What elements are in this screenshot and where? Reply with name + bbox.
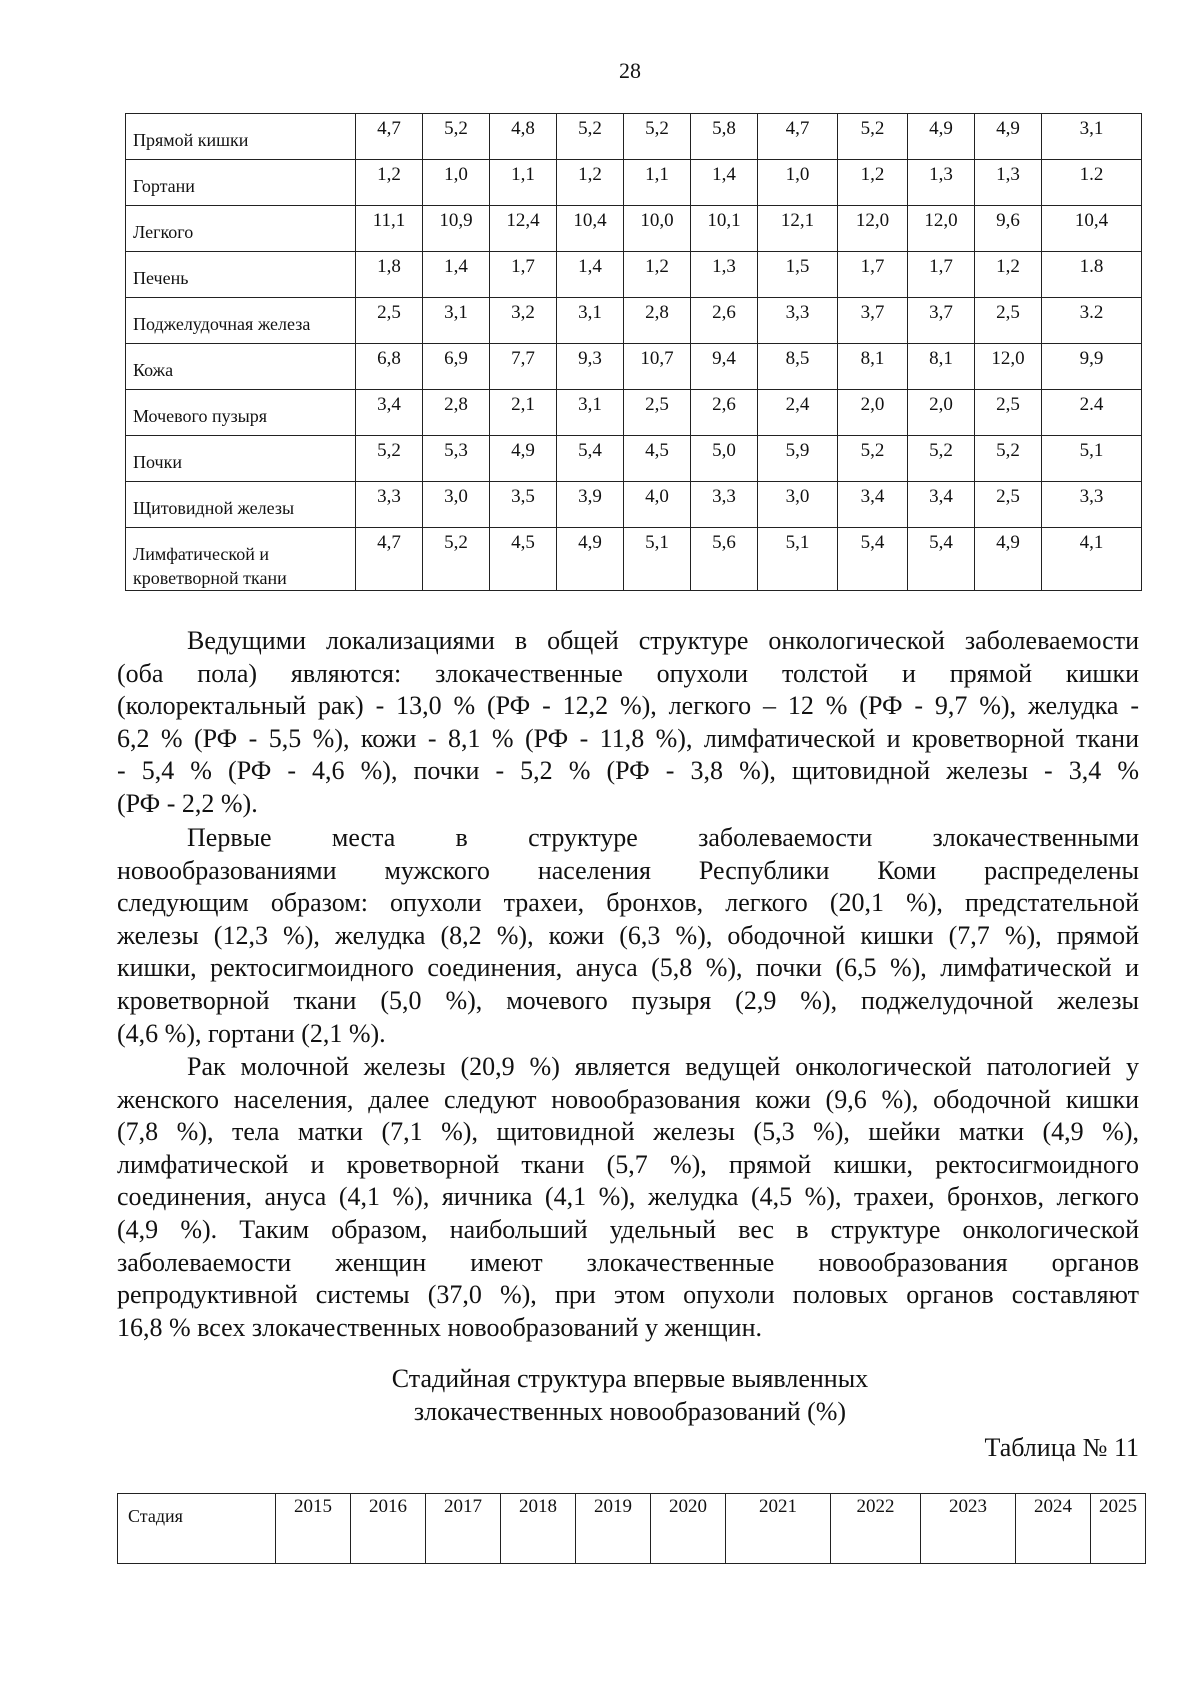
table-row xyxy=(126,528,1142,591)
row-label: Прямой кишки xyxy=(126,114,356,160)
table-number: Таблица № 11 xyxy=(984,1433,1139,1462)
table-row xyxy=(126,160,1142,206)
table-row xyxy=(126,344,1142,390)
table-cell: 12,4 xyxy=(490,206,557,252)
table-cell: 4,7 xyxy=(356,528,423,591)
table-cell: 5,2 xyxy=(423,114,490,160)
row-label: Щитовидной железы xyxy=(126,482,356,528)
table-cell: 3,1 xyxy=(557,298,624,344)
table-cell: 1,1 xyxy=(624,160,691,206)
table-cell: 3,4 xyxy=(908,482,975,528)
table-cell: 1.2 xyxy=(1042,160,1142,206)
table-cell: 1,0 xyxy=(758,160,838,206)
table-cell: 2,0 xyxy=(908,390,975,436)
paragraph-line: - 5,4 % (РФ - 4,6 %), почки - 5,2 % (РФ - 3,8 %), щитовидной железы - 3,4 % xyxy=(117,756,1139,786)
table-cell: 5,4 xyxy=(908,528,975,591)
table-cell: 2,5 xyxy=(975,298,1042,344)
table-caption-line-2: злокачественных новообразований (%) xyxy=(413,1397,847,1426)
table-row xyxy=(126,114,1142,160)
table-cell: 7,7 xyxy=(490,344,557,390)
year-header-2016: 2016 xyxy=(351,1494,426,1564)
table-cell: 1,4 xyxy=(423,252,490,298)
table-cell: 9,4 xyxy=(691,344,758,390)
table-cell: 10,4 xyxy=(1042,206,1142,252)
table-cell: 8,5 xyxy=(758,344,838,390)
table-cell: 3,5 xyxy=(490,482,557,528)
table-cell: 2,6 xyxy=(691,390,758,436)
table-cell: 5,4 xyxy=(557,436,624,482)
table-row xyxy=(126,482,1142,528)
table-cell: 1,4 xyxy=(557,252,624,298)
table-cell: 9,9 xyxy=(1042,344,1142,390)
paragraph-line: железы (12,3 %), желудка (8,2 %), кожи (6,3 %), ободочной кишки (7,7 %), прямой xyxy=(117,920,1139,950)
table-cell: 3.2 xyxy=(1042,298,1142,344)
table-cell: 10,0 xyxy=(624,206,691,252)
table-cell: 3,0 xyxy=(423,482,490,528)
paragraph-line: кишки, ректосигмоидного соединения, ануса (5,8 %), почки (6,5 %), лимфатической и xyxy=(117,953,1139,983)
table-cell: 5,2 xyxy=(838,436,908,482)
stage-column-header: Стадия xyxy=(118,1494,276,1564)
table-cell: 5,2 xyxy=(838,114,908,160)
table-cell: 1,3 xyxy=(975,160,1042,206)
stage-table xyxy=(117,1493,1146,1564)
table-cell: 3,4 xyxy=(356,390,423,436)
table-cell: 5,3 xyxy=(423,436,490,482)
table-cell: 5,4 xyxy=(838,528,908,591)
table-cell: 3,2 xyxy=(490,298,557,344)
paragraph-line: Первые места в структуре заболеваемости злокачественными xyxy=(187,823,1139,852)
table-cell: 2,5 xyxy=(356,298,423,344)
paragraph-line: (колоректальный рак) - 13,0 % (РФ - 12,2 %), легкого – 12 % (РФ - 9,7 %), желудка - xyxy=(117,691,1139,721)
paragraph-female-structure xyxy=(117,1051,1139,1344)
table-cell: 3,9 xyxy=(557,482,624,528)
table-cell: 5,2 xyxy=(423,528,490,591)
table-cell: 10,7 xyxy=(624,344,691,390)
table-cell: 4,1 xyxy=(1042,528,1142,591)
table-cell: 1,7 xyxy=(908,252,975,298)
row-label: Поджелудочная железа xyxy=(126,298,356,344)
table-cell: 4,9 xyxy=(975,114,1042,160)
table-cell: 4,8 xyxy=(490,114,557,160)
table-cell: 1,7 xyxy=(838,252,908,298)
table-cell: 2,1 xyxy=(490,390,557,436)
table-cell: 3,7 xyxy=(838,298,908,344)
table-cell: 5,2 xyxy=(624,114,691,160)
table-cell: 12,1 xyxy=(758,206,838,252)
table-row xyxy=(126,252,1142,298)
table-cell: 1,5 xyxy=(758,252,838,298)
row-label: Легкого xyxy=(126,206,356,252)
row-label: Печень xyxy=(126,252,356,298)
table-row xyxy=(126,390,1142,436)
table-cell: 4,5 xyxy=(490,528,557,591)
table-cell: 1,0 xyxy=(423,160,490,206)
table-cell: 1,2 xyxy=(975,252,1042,298)
table-cell: 5,1 xyxy=(624,528,691,591)
table-cell: 4,7 xyxy=(356,114,423,160)
paragraph-male-structure xyxy=(117,822,1139,1050)
table-cell: 4,5 xyxy=(624,436,691,482)
table-cell: 12,0 xyxy=(838,206,908,252)
year-header-2022: 2022 xyxy=(831,1494,921,1564)
table-cell: 10,9 xyxy=(423,206,490,252)
table-cell: 5,2 xyxy=(557,114,624,160)
paragraph-line: 6,2 % (РФ - 5,5 %), кожи - 8,1 % (РФ - 11,8 %), лимфатической и кроветворной ткани xyxy=(117,723,1139,753)
table-cell: 2,8 xyxy=(624,298,691,344)
table-cell: 9,6 xyxy=(975,206,1042,252)
table-cell: 1,7 xyxy=(490,252,557,298)
page-number: 28 xyxy=(619,58,641,83)
year-header-2021: 2021 xyxy=(726,1494,831,1564)
table-cell: 4,9 xyxy=(975,528,1042,591)
year-header-2015: 2015 xyxy=(276,1494,351,1564)
table-cell: 5,1 xyxy=(1042,436,1142,482)
table-cell: 1,8 xyxy=(356,252,423,298)
table-cell: 1,3 xyxy=(691,252,758,298)
year-header-2020: 2020 xyxy=(651,1494,726,1564)
paragraph-line: кроветворной ткани (5,0 %), мочевого пузыря (2,9 %), поджелудочной железы xyxy=(117,985,1139,1015)
table-cell: 2,5 xyxy=(624,390,691,436)
paragraph-line: новообразованиями мужского населения Республики Коми распределены xyxy=(117,855,1139,885)
table-cell: 3,3 xyxy=(1042,482,1142,528)
table-cell: 5,6 xyxy=(691,528,758,591)
table-cell: 1,2 xyxy=(838,160,908,206)
table-cell: 5,2 xyxy=(356,436,423,482)
table-cell: 8,1 xyxy=(838,344,908,390)
table-cell: 4,9 xyxy=(557,528,624,591)
table-cell: 9,3 xyxy=(557,344,624,390)
table-cell: 3,3 xyxy=(691,482,758,528)
table-cell: 1,2 xyxy=(624,252,691,298)
paragraph-line: соединения, ануса (4,1 %), яичника (4,1 %), желудка (4,5 %), трахеи, бронхов, легкого xyxy=(117,1182,1139,1212)
table-row xyxy=(126,436,1142,482)
paragraph-line: Рак молочной железы (20,9 %) является ведущей онкологической патологией у xyxy=(187,1052,1139,1081)
paragraph-line: лимфатической и кроветворной ткани (5,7 %), прямой кишки, ректосигмоидного xyxy=(117,1149,1139,1179)
year-header-2025: 2025 xyxy=(1091,1494,1146,1564)
table-cell: 5,2 xyxy=(908,436,975,482)
table-cell: 3,0 xyxy=(758,482,838,528)
table-cell: 8,1 xyxy=(908,344,975,390)
table-cell: 12,0 xyxy=(908,206,975,252)
stage-table-header-row xyxy=(118,1494,1146,1564)
paragraph-line: следующим образом: опухоли трахеи, бронхов, легкого (20,1 %), предстательной xyxy=(117,888,1139,918)
table-cell: 10,4 xyxy=(557,206,624,252)
table-cell: 2,6 xyxy=(691,298,758,344)
table-cell: 5,1 xyxy=(758,528,838,591)
paragraph-line: 16,8 % всех злокачественных новообразований у женщин. xyxy=(117,1312,762,1342)
table-cell: 3,1 xyxy=(423,298,490,344)
table-cell: 3,1 xyxy=(557,390,624,436)
table-cell: 6,8 xyxy=(356,344,423,390)
incidence-table xyxy=(125,113,1142,591)
table-cell: 2,5 xyxy=(975,390,1042,436)
table-cell: 4,9 xyxy=(490,436,557,482)
paragraph-line: (4,6 %), гортани (2,1 %). xyxy=(117,1018,386,1048)
paragraph-line: (4,9 %). Таким образом, наибольший удельный вес в структуре онкологической xyxy=(117,1214,1139,1244)
year-header-2023: 2023 xyxy=(921,1494,1016,1564)
paragraph-line: (РФ - 2,2 %). xyxy=(117,788,258,818)
table-cell: 4,9 xyxy=(908,114,975,160)
year-header-2018: 2018 xyxy=(501,1494,576,1564)
table-cell: 11,1 xyxy=(356,206,423,252)
paragraph-line: (7,8 %), тела матки (7,1 %), щитовидной железы (5,3 %), шейки матки (4,9 %), xyxy=(117,1117,1139,1147)
table-cell: 4,0 xyxy=(624,482,691,528)
table-cell: 5,8 xyxy=(691,114,758,160)
table-cell: 1,2 xyxy=(356,160,423,206)
table-row xyxy=(126,206,1142,252)
table-cell: 3,4 xyxy=(838,482,908,528)
table-cell: 2,8 xyxy=(423,390,490,436)
table-cell: 2,4 xyxy=(758,390,838,436)
table-cell: 1,2 xyxy=(557,160,624,206)
table-cell: 3,3 xyxy=(356,482,423,528)
table-cell: 2,0 xyxy=(838,390,908,436)
row-label: Почки xyxy=(126,436,356,482)
table-cell: 4,7 xyxy=(758,114,838,160)
row-label: Кожа xyxy=(126,344,356,390)
paragraph-leading-localizations xyxy=(117,625,1139,821)
table-cell: 12,0 xyxy=(975,344,1042,390)
table-cell: 6,9 xyxy=(423,344,490,390)
paragraph-line: женского населения, далее следуют новообразования кожи (9,6 %), ободочной кишки xyxy=(117,1084,1139,1114)
paragraph-line: (оба пола) являются: злокачественные опухоли толстой и прямой кишки xyxy=(117,658,1139,688)
year-header-2017: 2017 xyxy=(426,1494,501,1564)
table-cell: 5,0 xyxy=(691,436,758,482)
table-cell: 1,1 xyxy=(490,160,557,206)
table-cell: 1.8 xyxy=(1042,252,1142,298)
table-row xyxy=(126,298,1142,344)
table-cell: 3,3 xyxy=(758,298,838,344)
row-label: Гортани xyxy=(126,160,356,206)
table-cell: 5,2 xyxy=(975,436,1042,482)
row-label: Лимфатической и кроветворной ткани xyxy=(126,528,356,591)
paragraph-line: заболеваемости женщин имеют злокачественные новообразования органов xyxy=(117,1247,1139,1277)
table-cell: 2,5 xyxy=(975,482,1042,528)
table-cell: 1,4 xyxy=(691,160,758,206)
year-header-2019: 2019 xyxy=(576,1494,651,1564)
paragraph-line: Ведущими локализациями в общей структуре онкологической заболеваемости xyxy=(187,626,1139,655)
paragraph-line: репродуктивной системы (37,0 %), при этом опухоли половых органов составляют xyxy=(117,1280,1139,1310)
row-label: Мочевого пузыря xyxy=(126,390,356,436)
table-caption-line-1: Стадийная структура впервые выявленных xyxy=(391,1364,869,1393)
year-header-2024: 2024 xyxy=(1016,1494,1091,1564)
table-cell: 10,1 xyxy=(691,206,758,252)
table-cell: 1,3 xyxy=(908,160,975,206)
table-cell: 3,1 xyxy=(1042,114,1142,160)
table-cell: 3,7 xyxy=(908,298,975,344)
table-cell: 2.4 xyxy=(1042,390,1142,436)
table-cell: 5,9 xyxy=(758,436,838,482)
